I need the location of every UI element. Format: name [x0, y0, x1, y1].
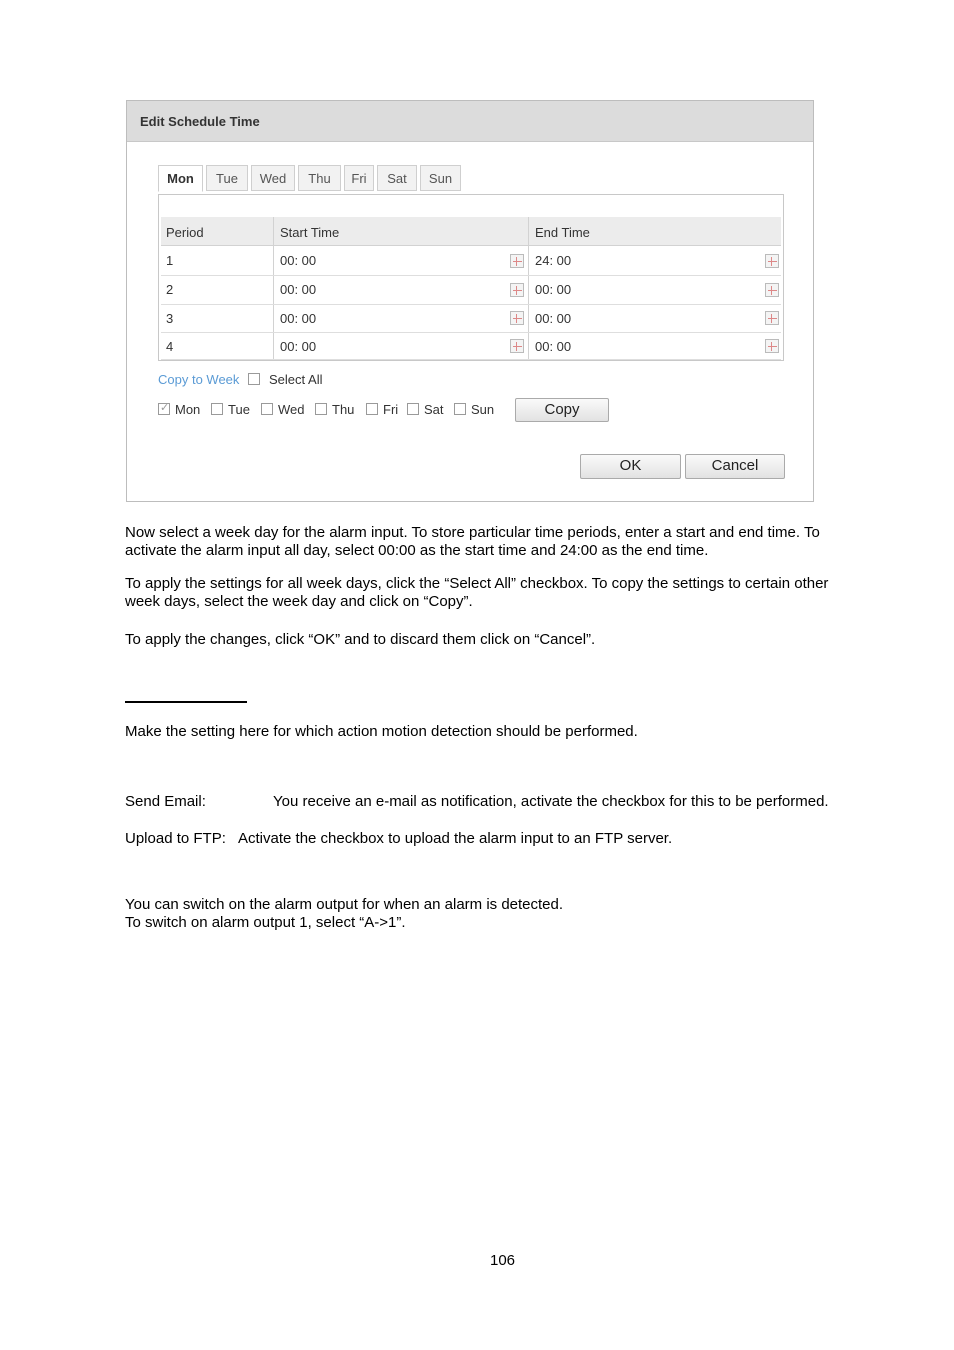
- column-header-end-time: End Time: [535, 225, 590, 240]
- copy-mon-label: Mon: [175, 402, 201, 417]
- copy-tue-label: Tue: [228, 402, 250, 417]
- copy-sun-checkbox[interactable]: [454, 403, 466, 415]
- send-email-description: You receive an e-mail as notification, activate the checkbox for this to be performed.: [273, 793, 829, 810]
- copy-thu-label: Thu: [332, 402, 355, 417]
- period-cell: 3: [166, 311, 174, 326]
- tab-wed[interactable]: Wed: [251, 165, 295, 191]
- paragraph-line: week days, select the week day and click on “Copy”.: [125, 593, 473, 610]
- paragraph-line: activate the alarm input all day, select 00:00 as the start time and 24:00 as the end time.: [125, 542, 709, 559]
- tab-thu[interactable]: Thu: [298, 165, 341, 191]
- copy-to-week-label: Copy to Week: [158, 372, 240, 387]
- copy-button[interactable]: Copy: [515, 398, 609, 422]
- paragraph-actions: Make the setting here for which action motion detection should be performed.: [125, 723, 638, 740]
- paragraph-alarm-output: [125, 896, 563, 932]
- copy-tue-checkbox[interactable]: [211, 403, 223, 415]
- cancel-button[interactable]: Cancel: [685, 454, 785, 479]
- copy-fri-label: Fri: [383, 402, 399, 417]
- copy-wed-checkbox[interactable]: [261, 403, 273, 415]
- paragraph-schedule: [125, 524, 820, 560]
- clock-icon[interactable]: [765, 283, 779, 297]
- clock-icon[interactable]: [765, 254, 779, 268]
- select-all-label: Select All: [269, 372, 323, 387]
- edit-schedule-dialog: [126, 100, 814, 502]
- tab-tue[interactable]: Tue: [206, 165, 248, 191]
- copy-wed-label: Wed: [278, 402, 305, 417]
- period-cell: 4: [166, 339, 174, 354]
- end-time-input[interactable]: 24: 00: [535, 253, 572, 268]
- section-heading-underline: [125, 701, 247, 703]
- paragraph-apply: To apply the changes, click “OK” and to discard them click on “Cancel”.: [125, 631, 596, 648]
- column-divider: [273, 217, 274, 359]
- upload-ftp-description: Activate the checkbox to upload the alarm input to an FTP server.: [238, 830, 673, 847]
- paragraph-line: To switch on alarm output 1, select “A->1”.: [125, 914, 406, 931]
- copy-sat-checkbox[interactable]: [407, 403, 419, 415]
- row-divider: [161, 332, 781, 333]
- tab-sun[interactable]: Sun: [420, 165, 461, 191]
- period-cell: 2: [166, 282, 174, 297]
- paragraph-line: To apply the settings for all week days, click the “Select All” checkbox. To copy the settings to certain other: [125, 575, 829, 592]
- page-number: 106: [490, 1252, 516, 1269]
- upload-ftp-label: Upload to FTP:: [125, 830, 226, 847]
- row-divider: [161, 359, 781, 360]
- end-time-input[interactable]: 00: 00: [535, 311, 572, 326]
- paragraph-line: You can switch on the alarm output for when an alarm is detected.: [125, 896, 564, 913]
- end-time-input[interactable]: 00: 00: [535, 282, 572, 297]
- clock-icon[interactable]: [510, 339, 524, 353]
- row-divider: [161, 275, 781, 276]
- tab-mon[interactable]: Mon: [158, 165, 203, 192]
- column-header-start-time: Start Time: [280, 225, 340, 240]
- select-all-checkbox[interactable]: [248, 373, 260, 385]
- ok-button[interactable]: OK: [580, 454, 681, 479]
- paragraph-copy: [125, 575, 828, 611]
- clock-icon[interactable]: [510, 311, 524, 325]
- tab-sat[interactable]: Sat: [377, 165, 417, 191]
- schedule-table: [158, 194, 784, 361]
- send-email-label: Send Email:: [125, 793, 206, 810]
- clock-icon[interactable]: [510, 283, 524, 297]
- clock-icon[interactable]: [765, 311, 779, 325]
- start-time-input[interactable]: 00: 00: [280, 253, 317, 268]
- period-cell: 1: [166, 253, 174, 268]
- clock-icon[interactable]: [510, 254, 524, 268]
- start-time-input[interactable]: 00: 00: [280, 311, 317, 326]
- end-time-input[interactable]: 00: 00: [535, 339, 572, 354]
- paragraph-line: Now select a week day for the alarm input. To store particular time periods, enter a start and end time. To: [125, 524, 820, 541]
- copy-sun-label: Sun: [471, 402, 495, 417]
- table-header: [161, 217, 781, 246]
- copy-thu-checkbox[interactable]: [315, 403, 327, 415]
- column-header-period: Period: [166, 225, 204, 240]
- copy-fri-checkbox[interactable]: [366, 403, 378, 415]
- clock-icon[interactable]: [765, 339, 779, 353]
- row-divider: [161, 304, 781, 305]
- copy-sat-label: Sat: [424, 402, 444, 417]
- tab-fri[interactable]: Fri: [344, 165, 374, 191]
- column-divider: [528, 217, 529, 359]
- start-time-input[interactable]: 00: 00: [280, 339, 317, 354]
- copy-mon-checkbox[interactable]: [158, 403, 170, 415]
- start-time-input[interactable]: 00: 00: [280, 282, 317, 297]
- dialog-title: Edit Schedule Time: [140, 114, 260, 129]
